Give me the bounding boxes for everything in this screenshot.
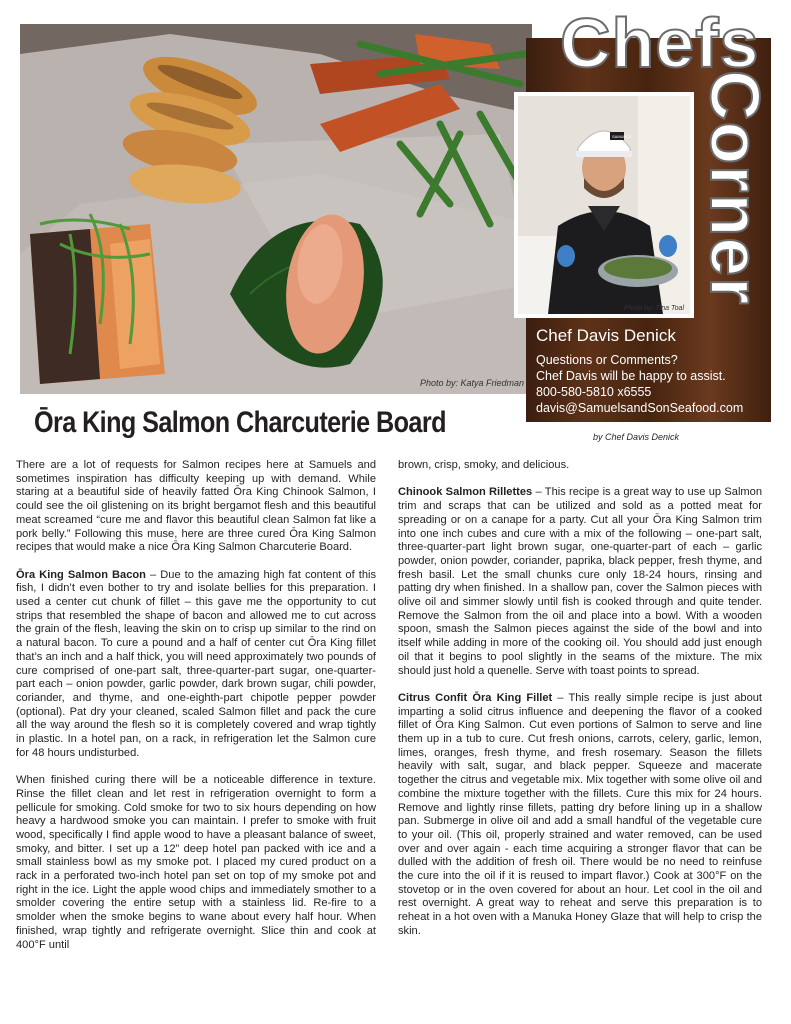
charcuterie-board-illustration [20, 24, 532, 394]
paragraph-smoking-continued: brown, crisp, smoky, and delicious. [398, 459, 570, 471]
chef-portrait-illustration [518, 96, 690, 314]
hero-photo-credit: Photo by: Katya Friedman [419, 378, 524, 388]
chefs-corner-title-corner: Corner [696, 70, 774, 306]
chef-contact-info [536, 352, 743, 416]
article-column-left [16, 459, 376, 966]
article-byline: by Chef Davis Denick [593, 432, 680, 442]
paragraph-salmon-bacon: Ōra King Salmon Bacon – Due to the amazing high fat content of this fish, I didn’t even bother to try and isolate bellies for this preparation. I used a center cut chunk of fillet – this gave me the opportunity to cut strips that resembled the shape of bacon and allowed me to cut across the grain of the flesh, leaving the skin on to crisp up similar to the rind on a natural bacon. To cure a pound and a half of center cut Ōra King fillet that’s an inch and a half thick, you will need approximately two pounds of cure comprised of one-part salt, three-quarter-part sugar, one-quarter-part each – onion powder, garlic powder, dark brown sugar, chili powder, coriander, and thyme, and one-eighth-part chipotle pepper powder (optional). Pat dry your cleaned, scaled Salmon fillet and pack the cure all the way around the flesh so it is completely covered and wrap tightly in plastic. In a hotel pan, on a rack, in refrigeration let the Salmon cure for 48 hours undisturbed. [16, 568, 376, 759]
svg-text:SAMUELS: SAMUELS [612, 134, 632, 139]
paragraph-intro: There are a lot of requests for Salmon recipes here at Samuels and sometimes inspiration has difficulty keeping up with demand. While staring at a beautiful side of heavily fatted Ōra King Chinook Salmon, I could see the oil glistening on its bright bergamot flesh and this beautiful meat screamed “cure me and flavor this beautiful clean Salmon fat like a pork belly.” Following this muse, here are three cured Ōra King Salmon recipes that would make a nice Ōra King Salmon Charcuterie Board. [16, 459, 376, 554]
heading-rillettes: Chinook Salmon Rillettes [398, 486, 533, 499]
chef-photo-credit: Photo by: Tina Toal [624, 305, 684, 312]
paragraph-citrus-confit: Citrus Confit Ōra King Fillet – This really simple recipe is just about imparting a solid citrus influence and deepening the flavor of a cooked fillet of Ōra King Salmon. Cut even portions of Salmon to serve and line them up in a tub to cure. Cut fresh onions, carrots, celery, garlic, lemon, limes, oranges, fresh thyme, and fresh rosemary. Season the fillets heavily with salt, sugar, and black pepper. Squeeze and macerate together the citrus and vegetable mix. Mix together with some olive oil and combine the mixture together with the fillets. Cure this mix for 24 hours. Remove and lightly rinse fillets, patting dry before lining up in a shallow pan. Submerge in olive oil and add a small handful of the vegetable cure to your oil. (This oil, properly strained and water removed, can be used over and over again - each time acquiring a stronger flavor that can be dulled with the addition of fresh oil. There would be no need to reinfuse the cure into the oil if it is reused to impart flavor.) Cook at 300°F on the stovetop or in the oven covered for about an hour. Let cool in the oil and rest overnight. A great way to reheat and serve this preparation is to reheat in a hot oven with a Manuka Honey Glaze that will help to crisp the skin. [398, 691, 762, 937]
heading-salmon-bacon: Ōra King Salmon Bacon [16, 568, 146, 581]
chef-photo [514, 92, 694, 318]
contact-questions: Questions or Comments? [536, 353, 678, 367]
heading-citrus-confit: Citrus Confit Ōra King Fillet [398, 691, 553, 704]
article-column-right [398, 459, 762, 952]
salmon-fillet [30, 224, 165, 384]
chefs-corner-title-chefs: Chefs [560, 4, 760, 82]
paragraph-rillettes: Chinook Salmon Rillettes – This recipe is a great way to use up Salmon trim and scraps that can be utilized and sold as a potted meat for spreading or on a canape for a party. Cut all your Ōra King Salmon trim into one inch cubes and cure with a mix of the following – one-part salt, three-quarter-part light brown sugar, one-quarter-part of each – garlic powder, onion powder, coriander, paprika, black pepper, fresh thyme, and fresh basil. Let the small chunks cure only 18-24 hours, rinsing and patting dry when finished. In a shallow pan, cover the Salmon pieces with olive oil and simmer slowly until fish is cooked through and quite tender. Remove the Salmon from the oil and place into a bowl. With a wooden spoon, smash the Salmon pieces against the side of the bowl and into itself while adding in more of the cooking oil. You should add just enough oil that it begins to pool slightly in the seams of the mixture. The mix should just hold a quenelle. Serve with toast points to spread. [398, 486, 762, 677]
chef-name: Chef Davis Denick [536, 326, 676, 345]
article-title: Ōra King Salmon Charcuterie Board [34, 406, 446, 439]
paragraph-smoking: When finished curing there will be a noticeable difference in texture. Rinse the fillet clean and let rest in refrigeration overnight to form a pellicule for smoking. Cold smoke for two to six hours depending on how heavy a hardwood smoke you can maintain. I prefer to smoke with fruit wood, specifically I find apple wood to have a pleasant balance of sweet, smoky, and bitter. I set up a 12” deep hotel pan packed with ice and a small stainless bowl as my smoke pot. I placed my cured product on a rack in a perforated two-inch hotel pan set on top of my smoke pot and right in the ice. Light the apple wood chips and immediately smother to a smolder covering the entire setup with a stainless lid. Re-fire to a smolder when the smoke begins to wane about every half hour. When finished, wrap tightly and refrigerate overnight. Slice thin and cook at 400°F until [16, 774, 376, 951]
contact-email[interactable]: davis@SamuelsandSonSeafood.com [536, 401, 744, 415]
contact-assist: Chef Davis will be happy to assist. [536, 369, 726, 383]
hero-photo [20, 24, 532, 394]
contact-phone: 800-580-5810 x6555 [536, 385, 652, 399]
